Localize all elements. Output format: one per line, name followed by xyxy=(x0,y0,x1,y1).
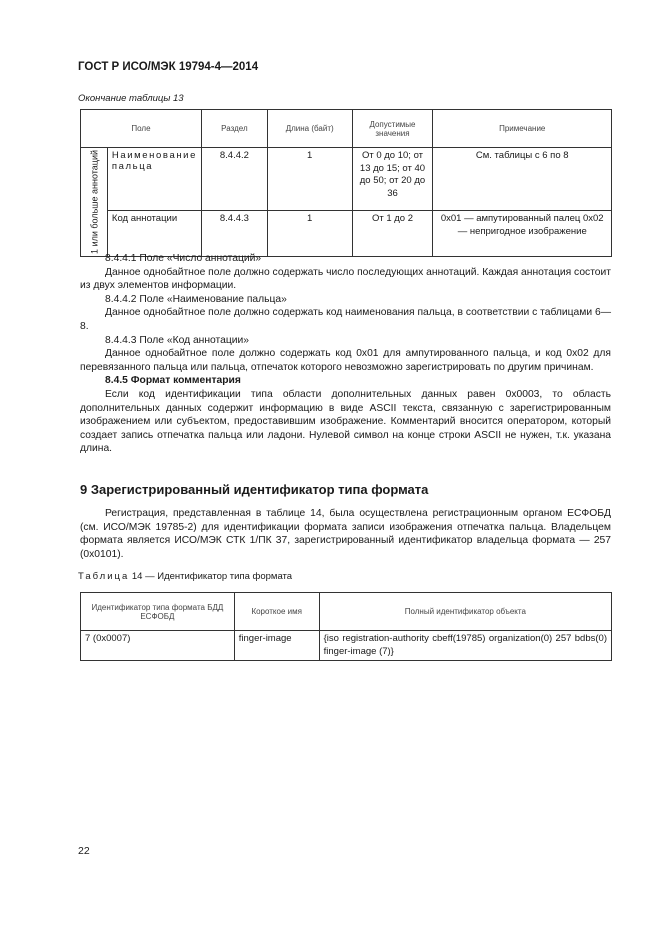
table14-caption-rest: 14 — Идентификатор типа формата xyxy=(131,571,293,582)
cell-values: От 1 до 2 xyxy=(352,211,433,257)
table14-caption xyxy=(78,571,292,582)
para-8-4-4-3-text: Данное однобайтное поле должно содержать код 0x01 для ампутированного пальца, и код 0x02 для перевязанного пальца или пальца, отпечаток которого невозможно зарегистрировать по другим причинам. xyxy=(80,348,611,373)
cell-field: Наименование пальца xyxy=(107,148,201,211)
page-number: 22 xyxy=(78,845,90,857)
para-8-4-4-2-text: Данное однобайтное поле должно содержать код наименования пальца, в соответствии с таблицами 6—8. xyxy=(80,307,611,332)
col-header-values: Допустимые значения xyxy=(352,110,433,148)
table-row xyxy=(81,211,612,257)
para-8-4-4-1-text: Данное однобайтное поле должно содержать число последующих аннотаций. Каждая аннотация состоит из двух элементов информации. xyxy=(80,266,611,292)
para-8-4-5-text: Если код идентификации типа области дополнительных данных равен 0x0003, то область дополнительных данных содержит информацию в виде ASCII текста, связанную с зарегистрированным изображением или субъектом, предоставившим изображение. Комментарий вносится оператором, который создает запись отпечатка пальца или ладони. Нулевой символ на конце строки ASCII не нужен, т.к. указана длина. xyxy=(80,388,611,455)
cell-section: 8.4.4.3 xyxy=(201,211,267,257)
table-14 xyxy=(80,592,612,661)
col-header-full-id: Полный идентификатор объекта xyxy=(319,593,611,631)
col-header-length: Длина (байт) xyxy=(267,110,352,148)
para-8-4-4-2-title: 8.4.4.2 Поле «Наименование пальца» xyxy=(105,293,287,305)
cell-format-id: 7 (0x0007) xyxy=(81,631,235,661)
document-header: ГОСТ Р ИСО/МЭК 19794-4—2014 xyxy=(78,61,259,73)
para-8-4-4-1-title: 8.4.4.1 Поле «Число аннотаций» xyxy=(105,253,262,264)
table-row xyxy=(81,631,612,661)
cell-values: От 0 до 10; от 13 до 15; от 40 до 50; от 20 до 36 xyxy=(352,148,433,211)
table-row xyxy=(81,148,612,211)
section-9-text: Регистрация, представленная в таблице 14, была осуществлена регистрационным органом ЕСФОБД (см. ИСО/МЭК 19785-2) для идентификации формата записи изображения отпечатка пальца. Владельцем формата является ИСО/МЭК СТК 1/ПК 37, зарегистрированный идентификатор владельца формата — 257 (0x0101). xyxy=(80,508,611,560)
body-text-9 xyxy=(80,507,611,561)
body-text-8-4 xyxy=(80,252,611,456)
cell-field: Код аннотации xyxy=(107,211,201,257)
table14-caption-word: Таблица xyxy=(78,571,130,582)
para-8-4-5-title: 8.4.5 Формат комментария xyxy=(105,375,241,387)
para-8-4-4-3-title: 8.4.4.3 Поле «Код аннотации» xyxy=(105,334,249,346)
col-header-field: Поле xyxy=(81,110,202,148)
col-header-note: Примечание xyxy=(433,110,612,148)
table-13 xyxy=(80,109,612,257)
cell-note: См. таблицы с 6 по 8 xyxy=(433,148,612,211)
section-9-title: 9 Зарегистрированный идентификатор типа формата xyxy=(80,482,429,497)
col-header-short-name: Короткое имя xyxy=(234,593,319,631)
group-label: 1 или больше аннотаций xyxy=(81,148,108,257)
cell-full-id: {iso registration-authority cbeff(19785) organization(0) 257 bdbs(0) finger-image (7)} xyxy=(319,631,611,661)
cell-note: 0x01 — ампутированный палец 0x02 — непригодное изображение xyxy=(433,211,612,257)
cell-section: 8.4.4.2 xyxy=(201,148,267,211)
cell-length: 1 xyxy=(267,211,352,257)
cell-length: 1 xyxy=(267,148,352,211)
cell-short-name: finger-image xyxy=(234,631,319,661)
col-header-format-id: Идентификатор типа формата БДД ЕСФОБД xyxy=(81,593,235,631)
table13-caption: Окончание таблицы 13 xyxy=(78,93,184,104)
col-header-section: Раздел xyxy=(201,110,267,148)
